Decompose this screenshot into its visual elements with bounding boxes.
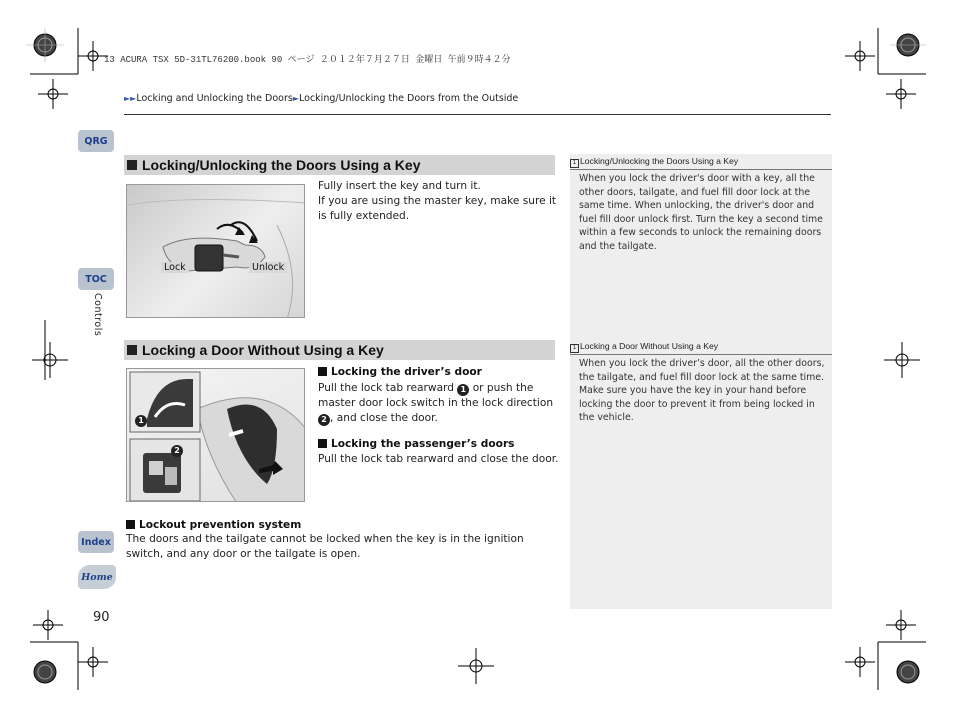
registration-mark-bottom-right — [826, 600, 926, 700]
instruction-master-key: If you are using the master key, make sure it is fully extended. — [318, 195, 557, 222]
unlock-label: Unlock — [249, 262, 287, 273]
callout-2-icon: 2 — [171, 445, 183, 457]
callout-1-icon: 1 — [135, 415, 147, 427]
home-tab[interactable]: Home — [78, 565, 116, 589]
note-rule — [570, 354, 832, 355]
breadcrumb-separator-icon: ► — [292, 94, 300, 103]
registration-mark-bottom-left — [26, 600, 146, 700]
section-heading-key — [124, 155, 555, 175]
square-bullet-icon — [318, 367, 327, 376]
door-handle-drawing — [127, 185, 305, 318]
door-interior-drawing — [127, 369, 305, 502]
registration-mark-top-left — [26, 28, 146, 128]
breadcrumb-rule — [124, 114, 831, 115]
lock-label: Lock — [161, 262, 189, 273]
note-title-without-key: 1 Locking a Door Without Using a Key — [570, 341, 718, 353]
square-bullet-icon — [127, 160, 137, 170]
passenger-doors-text: Pull the lock tab rearward and close the door. — [318, 453, 559, 465]
passenger-doors-heading: Locking the passenger’s doors — [318, 438, 514, 450]
crop-line — [44, 320, 46, 380]
drivers-door-heading: Locking the driver’s door — [318, 366, 482, 378]
section-title: Locking a Door Without Using a Key — [142, 342, 384, 358]
breadcrumb-current: Locking/Unlocking the Doors from the Outside — [299, 93, 519, 104]
square-bullet-icon — [318, 439, 327, 448]
step-2-icon: 2 — [318, 414, 330, 426]
note-rule — [570, 169, 832, 170]
section-heading-without-key — [124, 340, 555, 360]
square-bullet-icon — [126, 520, 135, 529]
instruction-insert-key: Fully insert the key and turn it. — [318, 180, 481, 192]
toc-tab[interactable]: TOC — [78, 268, 114, 290]
note-reference-icon: 1 — [570, 159, 579, 168]
breadcrumb-link-locking[interactable]: Locking and Unlocking the Doors — [136, 93, 293, 104]
chapter-label: Controls — [92, 293, 103, 337]
section-title: Locking/Unlocking the Doors Using a Key — [142, 157, 421, 173]
page-number: 90 — [93, 610, 110, 625]
registration-mark-mid-right — [882, 340, 922, 380]
registration-mark-mid-left — [30, 340, 70, 380]
note-text-without-key: When you lock the driver’s door, all the other doors, the tailgate, and fuel fill door lock at the same time. Make sure you have the key in your hand before locking the door to prevent it from being locked in the vehicle. — [579, 358, 825, 423]
file-header: 13 ACURA TSX 5D-31TL76200.book 90 ページ ２０１２年７月２７日 金曜日 午前９時４２分 — [104, 55, 511, 65]
index-tab[interactable]: Index — [78, 531, 114, 553]
qrg-tab[interactable]: QRG — [78, 130, 114, 152]
note-text-key: When you lock the driver's door with a key, all the other doors, tailgate, and fuel fill door lock at the same time. When unlocking, the driver's door and fuel fill door unlock first. Turn the key a second time within a few seconds to unlock the remaining doors and the tailgate. — [579, 173, 823, 252]
door-lock-tab-illustration — [126, 368, 305, 502]
drivers-door-text: Pull the lock tab rearward 1 or push the master door lock switch in the lock direction 2 , and close the door. — [318, 382, 554, 424]
section1-body — [318, 179, 558, 224]
note-reference-icon: 1 — [570, 344, 579, 353]
lockout-heading: Lockout prevention system — [126, 519, 301, 531]
registration-mark-top-right — [826, 28, 926, 128]
note-title-key: 1 Locking/Unlocking the Doors Using a Key — [570, 156, 738, 168]
step-1-icon: 1 — [457, 384, 469, 396]
square-bullet-icon — [127, 345, 137, 355]
registration-mark-bottom-center — [456, 646, 496, 686]
breadcrumb-arrows-icon: ►► — [124, 94, 137, 103]
lockout-text: The doors and the tailgate cannot be locked when the key is in the ignition switch, and any door or the tailgate is open. — [126, 533, 524, 560]
key-lock-illustration — [126, 184, 305, 318]
breadcrumb — [124, 93, 518, 104]
